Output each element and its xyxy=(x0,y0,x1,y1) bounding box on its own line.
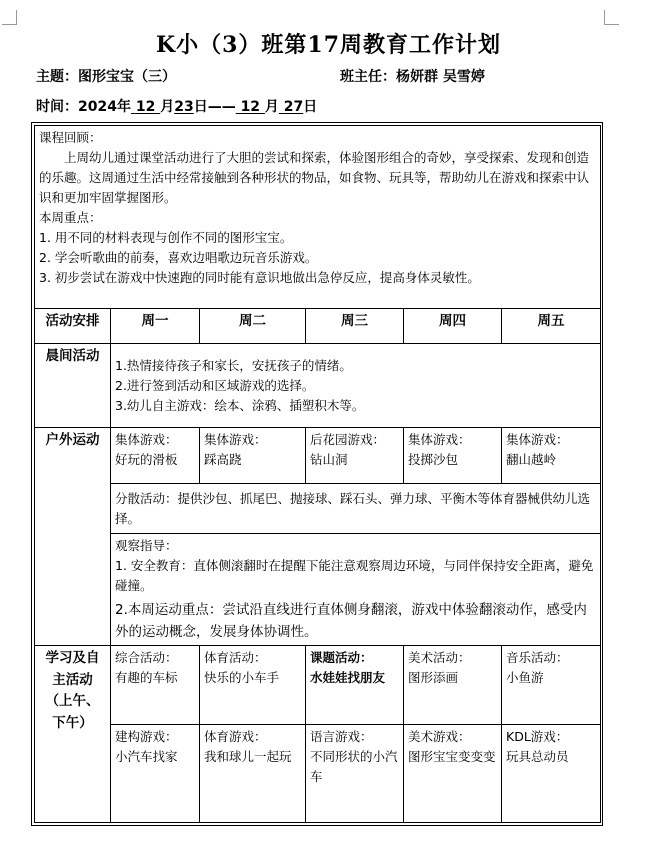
time-start-month-value: 12 xyxy=(135,99,156,115)
outdoor-tue xyxy=(200,428,306,484)
learning-thu-1 xyxy=(404,646,502,725)
outdoor-fri-name: 翻山越岭 xyxy=(506,452,557,467)
outdoor-guidance xyxy=(111,534,601,646)
morning-content xyxy=(111,344,601,428)
learning-wed-1-name: 水娃娃找朋友 xyxy=(310,670,386,686)
header-friday: 周五 xyxy=(502,309,601,344)
course-review xyxy=(35,126,601,309)
theme-label: 主题： xyxy=(36,69,78,85)
learning-thu-2-type: 美术游戏： xyxy=(408,729,471,745)
time-day-char-2: 日 xyxy=(303,99,318,115)
time-label: 时间： xyxy=(36,99,78,115)
review-paragraph: 上周幼儿通过课堂活动进行了大胆的尝试和探索，体验图形组合的奇妙，享受探索、发现和创造的乐趣。这周通过生活中经常接触到各种形状的物品，如食物、玩具等，帮助幼儿在游戏和探索中认识和更加牢固掌握图形。 xyxy=(39,150,590,205)
morning-label: 晨间活动 xyxy=(35,344,111,428)
learning-mon-2-type: 建构游戏： xyxy=(115,729,178,745)
guidance-heading: 观察指导： xyxy=(115,538,178,553)
time-end-day xyxy=(279,99,303,115)
time-month-char-1: 月 xyxy=(160,99,175,115)
page-title: K小（3）班第17周教育工作计划 xyxy=(155,32,502,58)
outdoor-wed-type: 后花园游戏： xyxy=(310,432,386,447)
time-end-day-value: 27 xyxy=(283,99,304,115)
morning-line-3: 3.幼儿自主游戏：绘本、涂鸦、插塑积木等。 xyxy=(115,397,365,413)
outdoor-label: 户外运动 xyxy=(35,428,111,646)
focus-item-2: 2. 学会听歌曲的前奏，喜欢边唱歌边玩音乐游戏。 xyxy=(39,250,318,265)
focus-item-1: 1. 用不同的材料表现与创作不同的图形宝宝。 xyxy=(39,230,293,245)
header-thursday: 周四 xyxy=(404,309,502,344)
learning-fri-1-type: 音乐活动： xyxy=(506,650,569,666)
learning-thu-2-name: 图形宝宝变变变 xyxy=(408,749,496,765)
learning-fri-2 xyxy=(502,725,601,823)
header-activity: 活动安排 xyxy=(35,309,111,344)
outdoor-wed-name: 钻山洞 xyxy=(310,452,348,467)
learning-wed-2-type: 语言游戏： xyxy=(310,729,373,745)
teachers-label: 班主任： xyxy=(340,69,396,85)
time-separator: —— xyxy=(207,99,236,115)
learning-thu-1-name: 图形添画 xyxy=(408,670,459,686)
learning-fri-2-type: KDL游戏： xyxy=(506,729,569,745)
learning-mon-2-name: 小汽车找家 xyxy=(115,749,178,765)
review-heading: 课程回顾： xyxy=(39,130,102,145)
outdoor-fri-type: 集体游戏： xyxy=(506,432,569,447)
learning-mon-2 xyxy=(111,725,200,823)
time-year: 2024年 xyxy=(78,99,131,115)
theme-line xyxy=(36,66,176,86)
learning-wed-1 xyxy=(306,646,404,725)
time-month-char-2: 月 xyxy=(264,99,279,115)
teachers-line xyxy=(340,66,485,86)
learning-wed-2-name: 不同形状的小汽车 xyxy=(310,749,398,785)
time-day-char-1: 日 xyxy=(193,99,208,115)
time-end-month xyxy=(236,99,265,115)
header-monday: 周一 xyxy=(111,309,200,344)
learning-tue-2 xyxy=(200,725,306,823)
outdoor-scattered: 分散活动：提供沙包、抓尾巴、抛接球、踩石头、弹力球、平衡木等体育器械供幼儿选择。 xyxy=(111,484,601,534)
outdoor-thu-type: 集体游戏： xyxy=(408,432,471,447)
learning-wed-2 xyxy=(306,725,404,823)
teachers-value: 杨妍群 吴雪婷 xyxy=(396,69,485,85)
learning-label: 学习及自主活动（上午、下午） xyxy=(35,646,111,823)
learning-tue-1 xyxy=(200,646,306,725)
outdoor-mon xyxy=(111,428,200,484)
learning-fri-1 xyxy=(502,646,601,725)
morning-line-1: 1.热情接待孩子和家长，安抚孩子的情绪。 xyxy=(115,357,352,373)
time-start-month xyxy=(131,99,160,115)
header-row xyxy=(35,309,601,344)
crop-mark-top-left xyxy=(2,10,17,25)
plan-table xyxy=(34,125,601,823)
focus-heading: 本周重点： xyxy=(39,210,102,225)
outdoor-tue-type: 集体游戏： xyxy=(204,432,267,447)
outdoor-wed xyxy=(306,428,404,484)
learning-wed-1-type: 课题活动： xyxy=(310,650,373,666)
outdoor-tue-name: 踩高跷 xyxy=(204,452,242,467)
outdoor-mon-name: 好玩的滑板 xyxy=(115,452,178,467)
learning-tue-1-type: 体育活动： xyxy=(204,650,267,666)
learning-thu-1-type: 美术活动： xyxy=(408,650,471,666)
focus-item-3: 3. 初步尝试在游戏中快速跑的同时能有意识地做出急停反应，提高身体灵敏性。 xyxy=(39,270,480,285)
guidance-item-2: 2.本周运动重点：尝试沿直线进行直体侧身翻滚，游戏中体验翻滚动作，感受内外的运动概念，发展身体协调性。 xyxy=(115,602,587,640)
learning-fri-1-name: 小鱼游 xyxy=(506,670,544,686)
header-tuesday: 周二 xyxy=(200,309,306,344)
learning-fri-2-name: 玩具总动员 xyxy=(506,749,569,765)
learning-mon-1-type: 综合活动： xyxy=(115,650,178,666)
crop-mark-top-right xyxy=(604,10,619,25)
guidance-item-1: 1. 安全教育：直体侧滚翻时在提醒下能注意观察周边环境，与同伴保持安全距离，避免碰撞。 xyxy=(115,558,594,593)
outdoor-thu xyxy=(404,428,502,484)
learning-mon-1 xyxy=(111,646,200,725)
time-end-month-value: 12 xyxy=(240,99,261,115)
learning-tue-1-name: 快乐的小车手 xyxy=(204,670,280,686)
learning-thu-2 xyxy=(404,725,502,823)
theme-value: 图形宝宝（三） xyxy=(78,69,176,85)
time-line xyxy=(36,96,317,116)
learning-mon-1-name: 有趣的车标 xyxy=(115,670,178,686)
learning-tue-2-type: 体育游戏： xyxy=(204,729,267,745)
outdoor-thu-name: 投掷沙包 xyxy=(408,452,459,467)
header-wednesday: 周三 xyxy=(306,309,404,344)
outdoor-mon-type: 集体游戏： xyxy=(115,432,178,447)
learning-tue-2-name: 我和球儿一起玩 xyxy=(204,749,292,765)
morning-line-2: 2.进行签到活动和区域游戏的选择。 xyxy=(115,377,315,393)
outdoor-fri xyxy=(502,428,601,484)
time-start-day: 23 xyxy=(174,99,194,115)
